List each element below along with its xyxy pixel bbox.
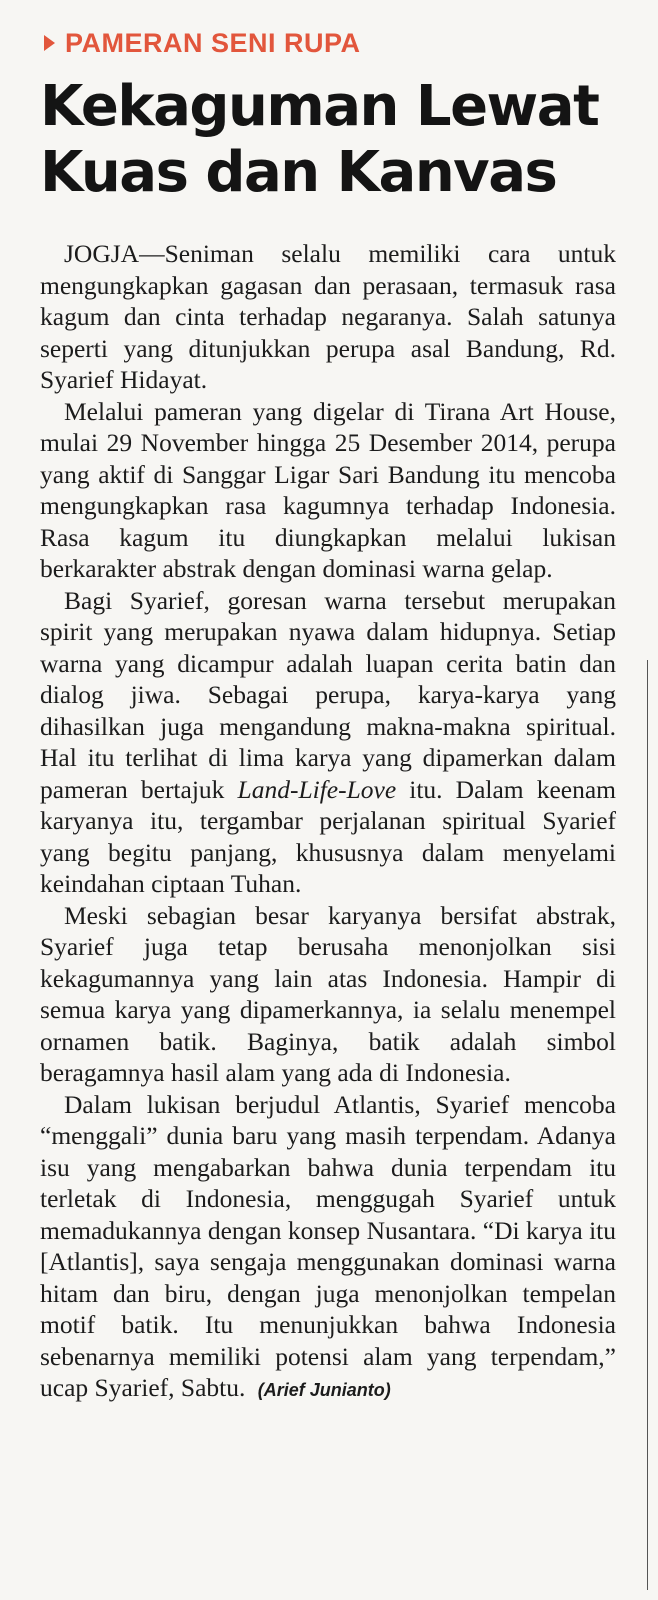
- paragraph-3-text-a: Bagi Syarief, goresan warna tersebut merupakan spirit yang merupakan nyawa dalam hidupnya. Setiap warna yang dicampur adalah luapan cerita batin dan dialog jiwa. Sebagai perupa, karya-karya yang dihasilkan juga mengandung makna-makna spiritual. Hal itu terlihat di lima karya yang dipamerkan dalam pameran bertajuk: [40, 585, 616, 804]
- headline: [40, 74, 638, 206]
- paragraph-3-text-b: itu. Dalam keenam karyanya itu, tergambar perjalanan spiritual Syarief yang begitu panjang, khususnya dalam menyelami keindahan ciptaan Tuhan.: [40, 774, 616, 898]
- kicker-label: PAMERAN SENI RUPA: [65, 27, 361, 58]
- exhibition-title: Land-Life-Love: [237, 774, 397, 804]
- paragraph-1: JOGJA—Seniman selalu memiliki cara untuk mengungkapkan gagasan dan perasaan, termasuk rasa kagum dan cinta terhadap negaranya. Salah satunya seperti yang ditunjukkan perupa asal Bandung, Rd. Syarief Hidayat.: [40, 239, 616, 394]
- article-body: [40, 238, 616, 1407]
- headline-line-1: Kekaguman Lewat: [40, 74, 599, 139]
- column-rule: [647, 660, 648, 1590]
- paragraph-5-text: Dalam lukisan berjudul Atlantis, Syarief mencoba “menggali” dunia baru yang masih terpendam. Adanya isu yang mengabarkan bahwa dunia terpendam itu terletak di Indonesia, menggugah Syarief untuk memadukannya dengan konsep Nusantara. “Di karya itu [Atlantis], saya sengaja menggunakan dominasi warna hitam dan biru, dengan juga menonjolkan tempelan motif batik. Itu menunjukkan bahwa Indonesia sebenarnya memiliki potensi alam yang terpendam,” ucap Syarief, Sabtu.: [40, 1089, 616, 1402]
- paragraph-2: Melalui pameran yang digelar di Tirana Art House, mulai 29 November hingga 25 Desember 2014, perupa yang aktif di Sanggar Ligar Sari Bandung itu mencoba mengungkapkan rasa kagumnya terhadap Indonesia. Rasa kagum itu diungkapkan melalui lukisan berkarakter abstrak dengan dominasi warna gelap.: [40, 396, 616, 583]
- byline: (Arief Junianto): [257, 1380, 391, 1400]
- headline-line-2: Kuas dan Kanvas: [40, 140, 557, 205]
- paragraph-3: [40, 585, 616, 900]
- paragraph-5: [40, 1089, 616, 1407]
- section-kicker: [44, 26, 638, 60]
- paragraph-4: Meski sebagian besar karyanya bersifat abstrak, Syarief juga tetap berusaha menonjolkan sisi kekagumannya yang lain atas Indonesia. Hampir di semua karya yang dipamerkannya, ia selalu menempel ornamen batik. Baginya, batik adalah simbol beragamnya hasil alam yang ada di Indonesia.: [40, 900, 616, 1087]
- triangle-bullet-icon: [44, 35, 55, 51]
